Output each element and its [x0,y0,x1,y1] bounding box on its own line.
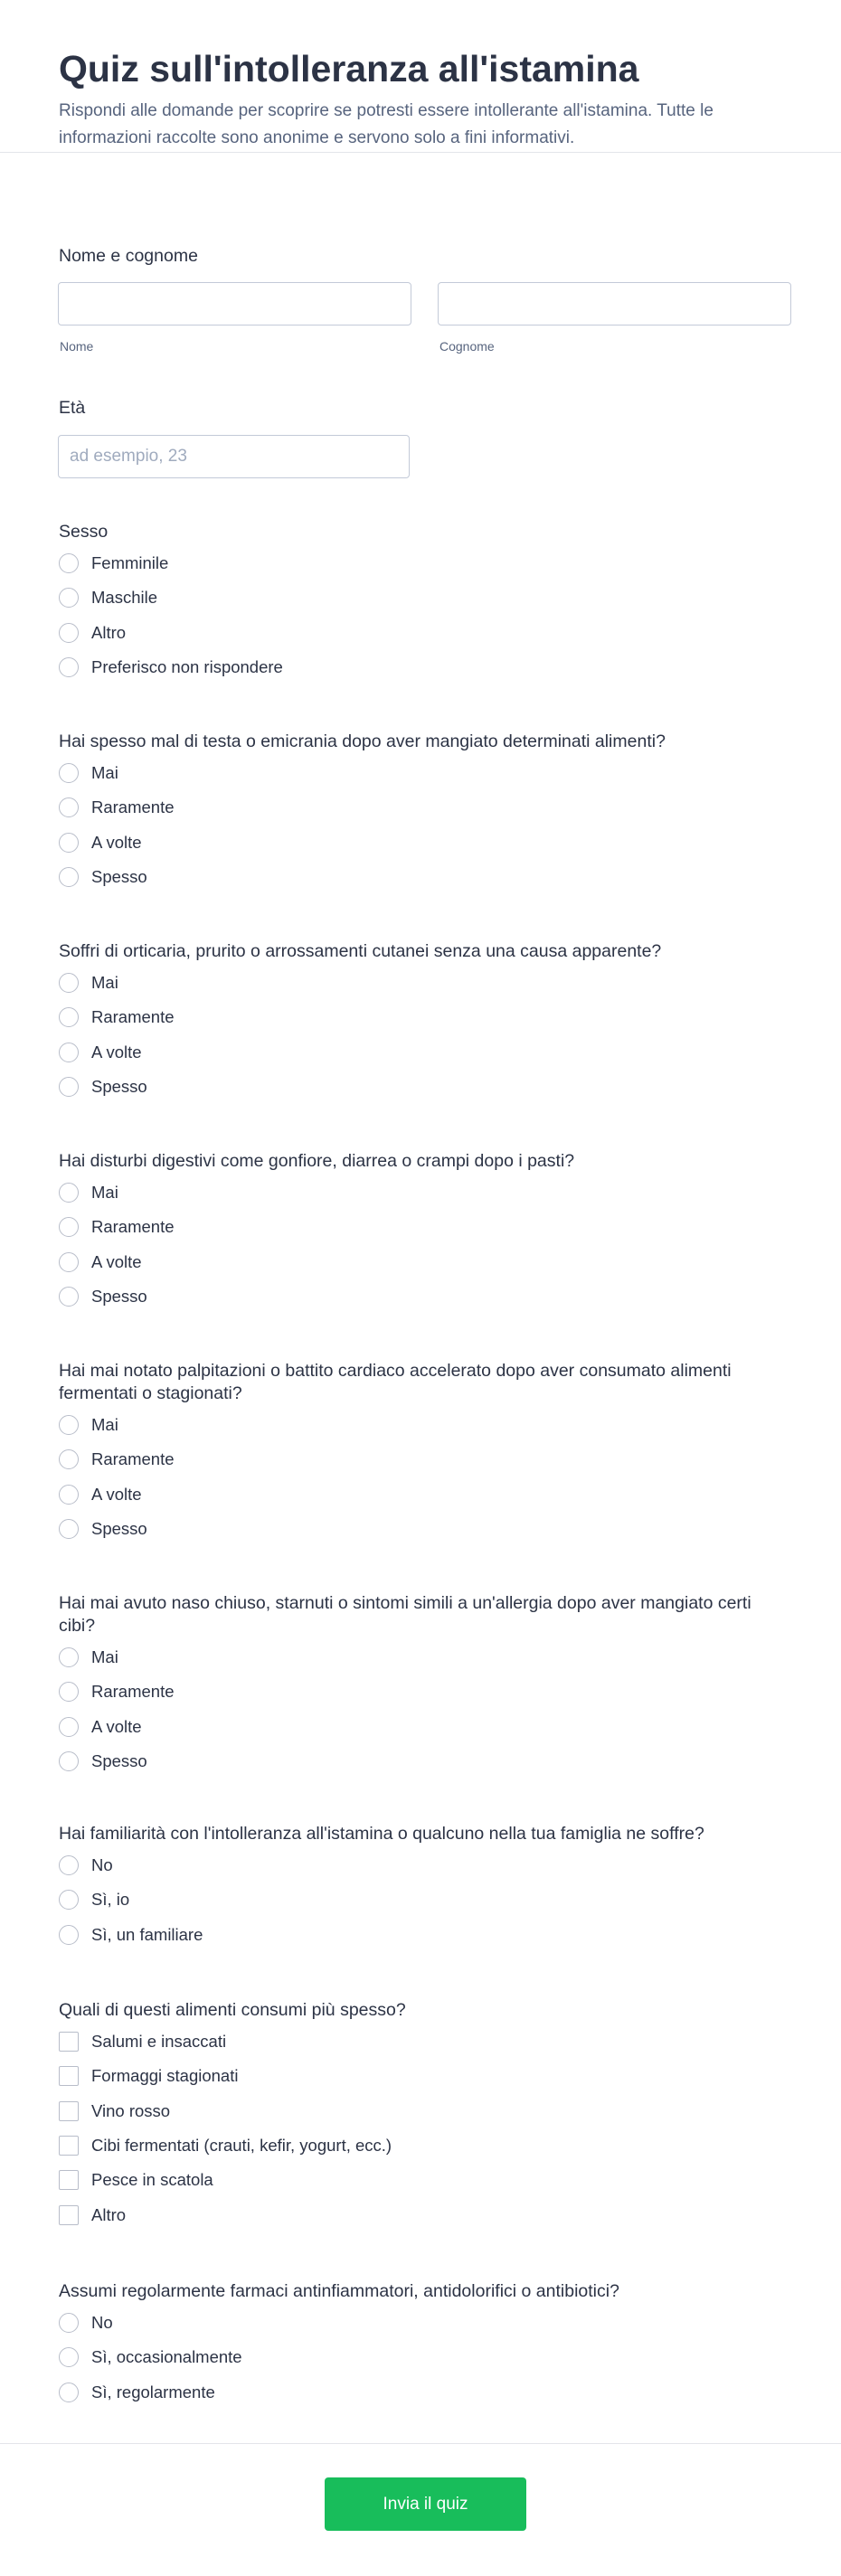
radio-button[interactable] [59,1415,79,1435]
option-label: Raramente [91,1217,175,1237]
radio-option[interactable] [59,1250,142,1274]
question-2 [59,731,791,886]
page-title: Quiz sull'intolleranza all'istamina [59,48,639,90]
radio-button[interactable] [59,588,79,608]
option-label: Raramente [91,1682,175,1702]
first-name-input[interactable] [58,282,411,326]
option-label: Cibi fermentati (crauti, kefir, yogurt, ecc.) [91,2135,392,2155]
option-label: Altro [91,622,127,642]
radio-button[interactable] [59,1647,79,1667]
page-subtitle: Rispondi alle domande per scoprire se potresti essere intollerante all'istamina. Tutte le informazioni raccolte sono anonime e servono solo a fini informativi. [59,101,713,147]
radio-button[interactable] [59,1183,79,1203]
checkbox-option[interactable] [59,2064,238,2088]
option-label: A volte [91,1251,142,1271]
radio-option[interactable] [59,761,118,785]
radio-button[interactable] [59,553,79,573]
option-label: Spesso [91,1076,147,1096]
option-label: Vino rosso [91,2100,171,2120]
option-label: No [91,2313,113,2332]
radio-option[interactable] [59,1517,147,1541]
checkbox-option[interactable] [59,2168,213,2192]
radio-button[interactable] [59,1519,79,1539]
option-label: A volte [91,832,142,852]
option-label: A volte [91,1042,142,1062]
checkbox-option[interactable] [59,2099,170,2123]
checkbox-option[interactable] [59,2134,392,2157]
option-label: Raramente [91,1007,175,1027]
radio-button[interactable] [59,2383,79,2402]
radio-option[interactable] [59,831,142,854]
radio-option[interactable] [59,1750,147,1773]
option-label: A volte [91,1716,142,1736]
radio-button[interactable] [59,1077,79,1097]
radio-option[interactable] [59,1005,175,1029]
radio-option[interactable] [59,586,157,609]
radio-button[interactable] [59,2313,79,2333]
question-label: Hai mai notato palpitazioni o battito cardiaco accelerato dopo aver consumato alimenti fermentati o stagionati? [59,1361,732,1403]
last-name-sublabel: Cognome [439,339,495,354]
question-4 [59,1150,791,1306]
radio-button[interactable] [59,1007,79,1027]
radio-button[interactable] [59,623,79,643]
checkbox[interactable] [59,2101,79,2121]
question-label: Sesso [59,522,109,542]
option-label: Altro [91,2204,127,2224]
radio-button[interactable] [59,1043,79,1062]
option-label: Salumi e insaccati [91,2032,227,2051]
radio-option[interactable] [59,2311,113,2335]
radio-button[interactable] [59,973,79,993]
radio-option[interactable] [59,1680,175,1703]
option-label: Maschile [91,588,157,608]
option-label: No [91,1855,113,1874]
age-label: Età [59,398,86,418]
radio-button[interactable] [59,1287,79,1307]
radio-button[interactable] [59,1449,79,1469]
radio-option[interactable] [59,796,175,819]
radio-option[interactable] [59,1181,118,1204]
radio-button[interactable] [59,657,79,677]
radio-option[interactable] [59,1075,147,1099]
radio-button[interactable] [59,1855,79,1875]
radio-button[interactable] [59,1217,79,1237]
question-label: Soffri di orticaria, prurito o arrossamenti cutanei senza una causa apparente? [59,941,662,961]
radio-option[interactable] [59,1413,118,1437]
option-label: Spesso [91,866,147,886]
option-label: Sì, io [91,1890,130,1910]
option-label: Spesso [91,1750,147,1770]
radio-option[interactable] [59,1483,142,1506]
option-label: Mai [91,1183,118,1202]
option-label: Raramente [91,1449,175,1469]
submit-button[interactable]: Invia il quiz [325,2477,526,2531]
option-label: Sì, occasionalmente [91,2347,242,2367]
option-label: A volte [91,1484,142,1504]
radio-button[interactable] [59,2347,79,2367]
option-label: Sì, un familiare [91,1924,203,1944]
checkbox[interactable] [59,2032,79,2052]
radio-option[interactable] [59,1215,175,1239]
question-label: Quali di questi alimenti consumi più spesso? [59,2000,406,2020]
radio-option[interactable] [59,656,283,679]
name-question [59,245,791,363]
option-label: Preferisco non rispondere [91,656,283,676]
first-name-sublabel: Nome [60,339,94,354]
question-1 [59,521,791,676]
option-label: Sì, regolarmente [91,2382,215,2401]
option-label: Mai [91,1415,118,1434]
question-9 [59,2280,791,2401]
radio-option[interactable] [59,621,126,645]
checkbox[interactable] [59,2170,79,2190]
radio-option[interactable] [59,1285,147,1308]
radio-button[interactable] [59,867,79,887]
radio-option[interactable] [59,1854,113,1877]
question-7 [59,1823,791,1944]
radio-button[interactable] [59,833,79,853]
checkbox[interactable] [59,2205,79,2225]
name-label: Nome e cognome [59,246,198,266]
radio-button[interactable] [59,797,79,817]
radio-option[interactable] [59,1888,129,1911]
radio-option[interactable] [59,1041,142,1064]
radio-option[interactable] [59,1923,203,1947]
radio-option[interactable] [59,1715,142,1739]
option-label: Formaggi stagionati [91,2066,239,2086]
age-input[interactable] [58,435,410,478]
radio-button[interactable] [59,1717,79,1737]
radio-option[interactable] [59,865,147,889]
option-label: Mai [91,1647,118,1666]
radio-option[interactable] [59,2345,242,2369]
radio-option[interactable] [59,971,118,995]
age-question [59,397,791,483]
question-8 [59,1999,791,2224]
question-5 [59,1360,791,1538]
form-header [0,0,841,153]
radio-option[interactable] [59,1646,118,1669]
radio-button[interactable] [59,763,79,783]
checkbox[interactable] [59,2136,79,2156]
radio-option[interactable] [59,552,168,575]
radio-option[interactable] [59,1448,175,1471]
option-label: Spesso [91,1518,147,1538]
radio-button[interactable] [59,1925,79,1945]
radio-button[interactable] [59,1682,79,1702]
checkbox-option[interactable] [59,2203,126,2227]
question-label: Hai mai avuto naso chiuso, starnuti o sintomi simili a un'allergia dopo aver mangiato certi cibi? [59,1593,751,1636]
checkbox[interactable] [59,2066,79,2086]
radio-button[interactable] [59,1751,79,1771]
question-6 [59,1592,791,1770]
question-3 [59,940,791,1096]
last-name-input[interactable] [438,282,791,326]
question-label: Assumi regolarmente farmaci antinfiammatori, antidolorifici o antibiotici? [59,2281,619,2301]
option-label: Spesso [91,1286,147,1306]
question-label: Hai spesso mal di testa o emicrania dopo aver mangiato determinati alimenti? [59,731,666,751]
radio-option[interactable] [59,2381,215,2404]
checkbox-option[interactable] [59,2030,226,2053]
radio-button[interactable] [59,1890,79,1910]
option-label: Mai [91,973,118,992]
option-label: Mai [91,763,118,782]
radio-button[interactable] [59,1252,79,1272]
radio-button[interactable] [59,1485,79,1505]
question-label: Hai disturbi digestivi come gonfiore, diarrea o crampi dopo i pasti? [59,1151,575,1171]
option-label: Femminile [91,553,169,572]
option-label: Raramente [91,797,175,817]
form-footer [0,2443,841,2576]
option-label: Pesce in scatola [91,2170,213,2190]
question-label: Hai familiarità con l'intolleranza all'istamina o qualcuno nella tua famiglia ne soffre? [59,1824,704,1844]
